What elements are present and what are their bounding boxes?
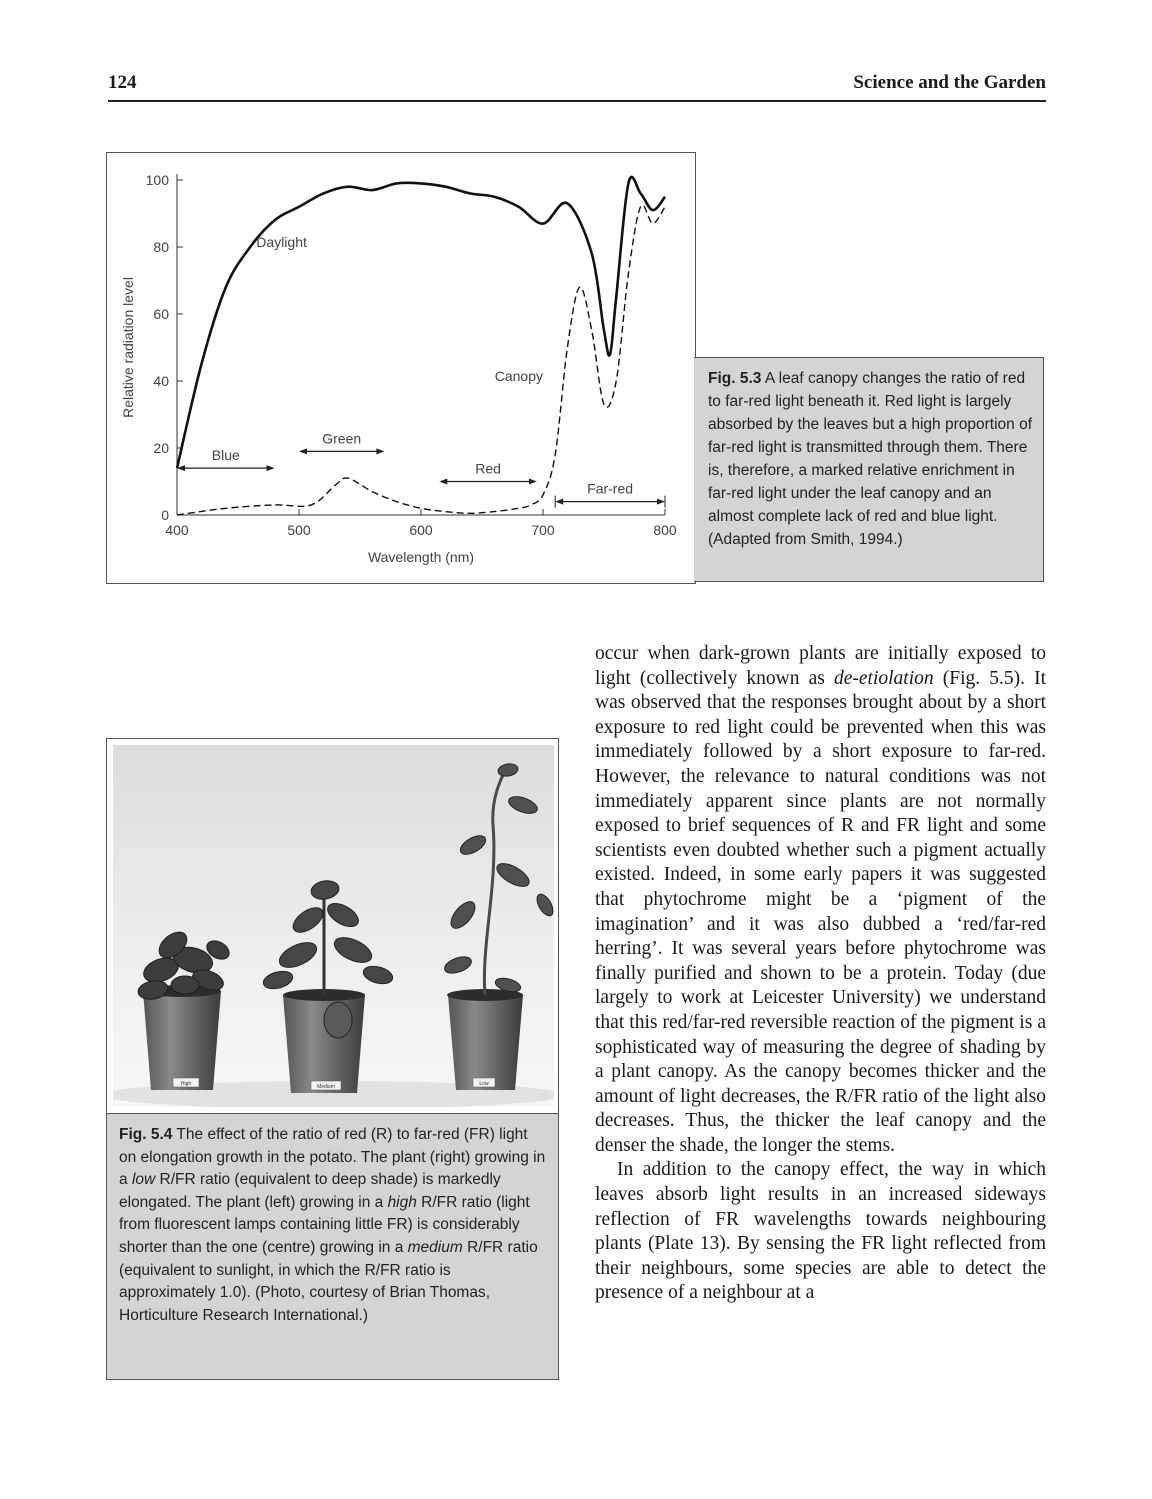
far-red-band-label: Far-red — [587, 480, 634, 497]
x-tick-label: 500 — [287, 522, 311, 538]
far-red-arrowhead-left — [555, 499, 563, 505]
y-tick-label: 20 — [153, 440, 169, 456]
y-tick-label: 100 — [145, 172, 169, 188]
canopy-series-label: Canopy — [494, 368, 543, 384]
x-tick-label: 800 — [653, 522, 677, 538]
caption-text: A leaf canopy changes the ratio of red to far-red light beneath it. Red light is largely absorbed by the leaves but a high proportion of far-red light is transmitted through them. There is, therefore, a marked relative enrichment in far-red light under the leaf canopy and an almost complete lack of red and blue light. (Adapted from Smith, 1994.) — [708, 370, 1033, 548]
page-number: 124 — [108, 72, 137, 93]
red-arrowhead-right — [529, 479, 537, 485]
body-paragraph-1 — [595, 642, 1046, 1158]
caption-text-2: R/FR ratio (equivalent to deep shade) is markedly elongated. The plant (left) growing in a — [119, 1171, 501, 1211]
red-arrowhead-left — [439, 479, 447, 485]
pot-label-high: High — [180, 1081, 192, 1087]
page-header — [108, 66, 1046, 102]
potato-plants-illustration — [113, 745, 554, 1107]
spectrum-chart — [107, 153, 695, 583]
caption-text-4: R/FR ratio (equivalent to sunlight, in which the R/FR ratio is approximately 1.0). (Photo, courtesy of Brian Thomas, Horticulture Research International.) — [119, 1238, 538, 1324]
x-tick-label: 700 — [531, 522, 555, 538]
green-band-label: Green — [322, 430, 362, 447]
figure-5-4 — [106, 738, 559, 1380]
y-axis-title: Relative radiation level — [120, 277, 136, 418]
x-axis-title: Wavelength (nm) — [367, 549, 475, 565]
potato-plants-photo — [113, 745, 554, 1107]
caption-text-3: R/FR ratio (light from fluorescent lamps containing little FR) is considerably shorter than the one (centre) growing in a — [119, 1193, 530, 1256]
y-tick-label: 0 — [161, 507, 169, 523]
figure-5-4-caption — [107, 1113, 558, 1379]
body-text-column — [595, 642, 1046, 1306]
y-tick-label: 60 — [153, 306, 169, 322]
caption-label: Fig. 5.4 — [119, 1126, 173, 1143]
y-tick-label: 40 — [153, 373, 169, 389]
green-arrowhead-right — [376, 448, 384, 454]
caption-italic-medium: medium — [407, 1238, 463, 1256]
caption-italic-high: high — [387, 1193, 417, 1211]
blue-arrowhead-right — [267, 465, 275, 471]
pot-label-low: Low — [479, 1081, 489, 1087]
x-tick-label: 400 — [165, 522, 189, 538]
paragraph-1-text-b: (Fig. 5.5). It was observed that the responses brought about by a short exposure to red light could be prevented when this was immediately followed by a short exposure to far-red. However, the relevance to natural conditions was not immediately apparent since plants are not normally exposed to brief sequences of R and FR light and some scientists even doubted whether such a pigment actually existed. Indeed, in some early papers it was suggested that phytochrome might be a ‘pigment of the imagination’ and it was also dubbed a ‘red/far-red herring’. It was several years before phytochrome was finally purified and shown to be a protein. Today (due largely to work at Leicester University) we understand that this red/far-red reversible reaction of the pigment is a sophisticated way of measuring the degree of shading by a plant canopy. As the canopy becomes thicker and the amount of light decreases, the R/FR ratio of the light also decreases. Thus, the thicker the leaf canopy and the denser the shade, the longer the stems. — [595, 667, 1046, 1156]
x-tick-label: 600 — [409, 522, 433, 538]
far-red-arrowhead-right — [657, 499, 665, 505]
blue-band-label: Blue — [211, 447, 240, 464]
caption-italic-low: low — [131, 1171, 156, 1189]
caption-text-1: The effect of the ratio of red (R) to far-red (FR) light on elongation growth in the potato. The plant (right) growing in a — [119, 1126, 546, 1189]
daylight-series-line — [177, 177, 665, 468]
daylight-series-label: Daylight — [256, 234, 307, 250]
figure-5-3-caption — [694, 357, 1044, 582]
paragraph-1-italic: de-etiolation — [833, 667, 934, 689]
paragraph-1-text-a: occur when dark-grown plants are initially exposed to light (collectively known as — [595, 643, 1046, 689]
green-arrowhead-left — [299, 448, 307, 454]
spectrum-chart-frame — [106, 152, 696, 584]
figure-5-3 — [106, 152, 1046, 584]
caption-label: Fig. 5.3 — [708, 370, 762, 387]
red-band-label: Red — [475, 460, 501, 477]
pot-label-medium: Medium — [317, 1084, 335, 1090]
running-title: Science and the Garden — [853, 72, 1046, 93]
body-paragraph-2: In addition to the canopy effect, the way in which leaves absorb light results in an increased sideways reflection of FR wavelengths towards neighbouring plants (Plate 13). By sensing the FR light reflected from their neighbours, some species are able to detect the presence of a neighbour at a — [595, 1159, 1046, 1304]
y-tick-label: 80 — [153, 239, 169, 255]
